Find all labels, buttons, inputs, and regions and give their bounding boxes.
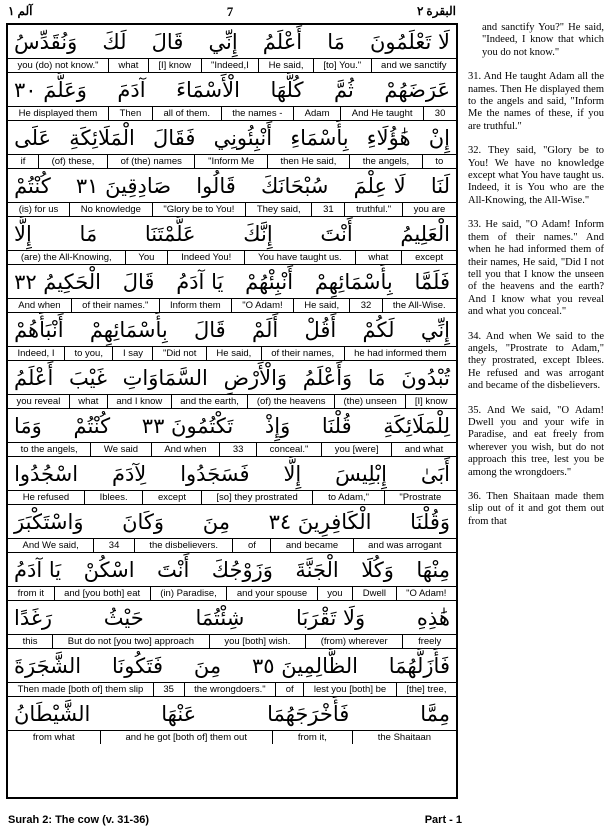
arabic-word: ثُمَّ [334, 77, 354, 102]
verse-line [8, 697, 456, 745]
arabic-text-row [8, 697, 456, 730]
arabic-word: كُنْتُمْ [73, 413, 111, 438]
arabic-word: أَنْبِئْهُمْ [245, 269, 294, 294]
arabic-word: فَقَالَ [153, 125, 196, 150]
translation-paragraph: 32. They said, "Glory be to You! We have no knowledge except what You have taught us. Indeed, it is You who are the All-Knowing, the All-Wise." [468, 145, 604, 206]
arabic-word: وَأَعْلَمُ [302, 365, 353, 390]
english-gloss: what [109, 59, 149, 72]
english-gloss: all of them. [153, 107, 222, 120]
arabic-word: الظَّالِمِينَ ٣٥ [251, 653, 358, 678]
arabic-word: مِنَ [202, 509, 230, 534]
english-gloss: to Adam," [313, 491, 384, 504]
arabic-word: الْأَسْمَاءَ [176, 77, 240, 102]
english-gloss: We said [91, 443, 151, 456]
english-gloss-row [8, 298, 456, 312]
arabic-word: السَّمَاوَاتِ [122, 365, 208, 390]
english-gloss: of [276, 683, 304, 696]
english-gloss: you reveal [8, 395, 70, 408]
english-gloss: 33 [220, 443, 257, 456]
english-gloss: you [both] wish. [210, 635, 306, 648]
verse-line [8, 553, 456, 601]
arabic-word: تَكْتُمُونَ ٣٣ [141, 413, 234, 438]
english-gloss: He said, [294, 299, 350, 312]
english-gloss: the All-Wise. [392, 300, 446, 311]
arabic-word: مِمَّا [420, 701, 450, 726]
english-gloss-row [8, 58, 456, 72]
english-gloss-row [8, 394, 456, 408]
english-gloss: He refused [8, 491, 85, 504]
arabic-word: أَعْلَمُ [262, 29, 303, 54]
english-gloss: He said, [207, 347, 262, 360]
english-gloss: and he got [both of] them out [101, 731, 273, 744]
english-gloss: of (the) names [108, 155, 195, 168]
english-gloss: And when [152, 443, 221, 456]
arabic-word: سُبْحَانَكَ [260, 173, 329, 198]
arabic-word: أَقُلْ [304, 317, 337, 342]
english-gloss: 31 [312, 203, 345, 216]
arabic-word: الْعَلِيمُ [400, 221, 450, 246]
english-gloss: [I] know [414, 396, 448, 407]
arabic-word: وَلَا تَقْرَبَا [296, 605, 366, 630]
translation-paragraph: 33. He said, "O Adam! Inform them of their names." And when he had informed them of their names, He said, "Did I not tell you that I know the unseen of the heavens and the earth? And I know what you reveal and what you conceal." [468, 219, 604, 318]
english-gloss: and your spouse [227, 587, 317, 600]
arabic-word: الْمَلَائِكَةِ [69, 125, 135, 150]
english-gloss: Iblees. [85, 491, 143, 504]
arabic-word: الْكَافِرِينَ ٣٤ [268, 509, 372, 534]
arabic-word: قَالَ [122, 269, 155, 294]
english-gloss: 35 [154, 683, 185, 696]
arabic-word: حَيْثُ [103, 605, 144, 630]
english-gloss: (in) Paradise, [151, 587, 228, 600]
english-gloss: "Glory be to You! [153, 203, 246, 216]
english-gloss: "Prostrate [399, 492, 442, 503]
english-gloss: "Indeed,I [202, 59, 260, 72]
english-gloss: (from) wherever [306, 635, 403, 648]
arabic-text-row [8, 73, 456, 106]
english-gloss: and was arrogant [368, 540, 442, 551]
verse-line [8, 25, 456, 73]
arabic-text-row [8, 25, 456, 58]
english-gloss: then He said, [268, 155, 350, 168]
arabic-word: وَإِذْ [264, 413, 291, 438]
translation-paragraph: and sanctify You?" He said, "Indeed, I know that which you do not know." [482, 22, 604, 58]
arabic-word: رَغَدًا [14, 605, 53, 630]
arabic-word: أَنْبَأَهُمْ [14, 317, 64, 342]
arabic-word: فَأَزَلَّهُمَا [388, 653, 450, 678]
english-gloss-row [8, 682, 456, 696]
arabic-word: الْحَكِيمُ ٣٢ [14, 269, 101, 294]
english-gloss: He displayed them [8, 107, 109, 120]
english-gloss: of their names." [72, 299, 160, 312]
english-gloss: from it [8, 587, 55, 600]
arabic-text-row [8, 169, 456, 202]
arabic-word: لِآدَمَ [111, 461, 147, 486]
english-gloss: "Did not [153, 347, 206, 360]
english-gloss-row [8, 634, 456, 648]
arabic-word: أَعْلَمُ [14, 365, 54, 390]
english-gloss: Dwell [353, 587, 396, 600]
arabic-word: يَا آدَمُ [14, 557, 62, 582]
english-gloss: and what [404, 444, 444, 455]
arabic-word: هَٰذِهِ [416, 605, 450, 630]
arabic-word: مَا [367, 365, 386, 390]
english-gloss: to [435, 156, 444, 167]
arabic-word: قَالَ [194, 317, 226, 342]
arabic-text-row [8, 121, 456, 154]
english-gloss: And He taught [341, 107, 424, 120]
verse-line [8, 265, 456, 313]
arabic-word: بِأَسْمَائِهِمْ [89, 317, 168, 342]
arabic-word: الشَّجَرَةَ [14, 653, 82, 678]
english-gloss: this [8, 635, 53, 648]
arabic-word: فَسَجَدُوا [180, 461, 250, 486]
arabic-word: وَكَانَ [122, 509, 165, 534]
arabic-word: إِلَّا [14, 221, 32, 246]
arabic-word: إِنَّكَ [243, 221, 273, 246]
english-gloss: freely [418, 636, 442, 647]
english-gloss: And We said, [8, 539, 94, 552]
english-gloss-row [8, 202, 456, 216]
english-gloss: (is) for us [8, 203, 70, 216]
arabic-word: أَنْتَ [320, 221, 353, 246]
arabic-word: إِبْلِيسَ [335, 461, 387, 486]
arabic-word: أَنْتَ [157, 557, 190, 582]
english-gloss: No knowledge [70, 203, 153, 216]
arabic-word: تُبْدُونَ [401, 365, 450, 390]
english-gloss: truthful." [345, 203, 403, 216]
arabic-word: فَتَكُونَا [111, 653, 164, 678]
arabic-text-row [8, 649, 456, 682]
english-gloss: 34 [94, 539, 135, 552]
english-gloss: "O Adam! [406, 588, 447, 599]
verse-line [8, 649, 456, 697]
translation-paragraph: 31. And He taught Adam all the names. Then He displayed them to the angels and said, "Inform Me the names of these, if you are truthful." [468, 71, 604, 132]
english-gloss: [I] know [149, 59, 202, 72]
arabic-word: كُنْتُمْ [14, 173, 51, 198]
arabic-word: أَنْبِئُونِي [213, 125, 273, 150]
english-gloss: But do not [you two] approach [53, 635, 210, 648]
english-gloss-row [8, 250, 456, 264]
english-gloss: (are) the All-Knowing, [8, 251, 126, 264]
english-gloss: and [you both] eat [55, 587, 151, 600]
english-gloss-row [8, 586, 456, 600]
arabic-text-row [8, 505, 456, 538]
arabic-word: اسْجُدُوا [14, 461, 79, 486]
english-gloss: to the angels, [8, 443, 91, 456]
english-gloss: what [356, 251, 403, 264]
english-gloss: Indeed You! [168, 251, 245, 264]
arabic-word: عَرَضَهُمْ [384, 77, 450, 102]
arabic-word: صَادِقِينَ ٣١ [75, 173, 172, 198]
arabic-word: كُلَّهَا [270, 77, 304, 102]
english-gloss: the angels, [350, 155, 423, 168]
english-gloss-row [8, 106, 456, 120]
arabic-word: قَالَ [151, 29, 184, 54]
english-gloss: [the] tree, [406, 684, 447, 695]
english-gloss-row [8, 346, 456, 360]
arabic-word: آدَمَ [117, 77, 146, 102]
footer-part: Part - 1 [424, 814, 462, 826]
arabic-word: الْجَنَّةَ [295, 557, 339, 582]
english-gloss-row [8, 538, 456, 552]
arabic-text-row [8, 601, 456, 634]
arabic-word: لِلْمَلَائِكَةِ [383, 413, 450, 438]
footer-surah: Surah 2: The cow (v. 31-36) [8, 814, 150, 826]
english-gloss: Inform them [160, 299, 232, 312]
arabic-word: وَقُلْنَا [410, 509, 450, 534]
english-gloss: [so] they prostrated [202, 491, 314, 504]
juz-title: آلم ١ [8, 4, 33, 18]
arabic-word: أَلَمْ [251, 317, 279, 342]
arabic-word: عَنْهَا [161, 701, 197, 726]
english-gloss: and we sanctify [381, 60, 447, 71]
arabic-word: الشَّيْطَانُ [14, 701, 91, 726]
english-gloss: He said, [259, 59, 314, 72]
english-gloss: what [70, 395, 108, 408]
english-gloss: Then [109, 107, 153, 120]
english-gloss: (the) unseen [335, 395, 406, 408]
arabic-word: وَنُقَدِّسُ [14, 29, 78, 54]
english-gloss: to you, [65, 347, 114, 360]
english-gloss: And when [8, 299, 72, 312]
arabic-word: فَأَخْرَجَهُمَا [267, 701, 350, 726]
arabic-word: وَالْأَرْضِ [223, 365, 288, 390]
verse-line [8, 121, 456, 169]
arabic-word: لَكُمْ [362, 317, 395, 342]
arabic-word: لَنَا [430, 173, 450, 198]
english-gloss: You have taught us. [245, 251, 355, 264]
english-gloss: and became [271, 539, 353, 552]
english-gloss: I say [113, 347, 153, 360]
english-gloss: and I know [108, 395, 172, 408]
english-gloss-row [8, 730, 456, 744]
arabic-word: لَا تَعْلَمُونَ [370, 29, 450, 54]
english-gloss: the names - [222, 107, 294, 120]
translation-paragraph: 36. Then Shaitaan made them slip out of it and got them out from that [468, 491, 604, 527]
english-gloss: [to] You." [314, 59, 372, 72]
english-gloss: lest you [both] be [304, 683, 397, 696]
verse-line [8, 505, 456, 553]
arabic-word: شِئْتُمَا [195, 605, 245, 630]
english-gloss: you are [413, 204, 446, 215]
english-gloss: you [318, 587, 353, 600]
english-gloss: "Inform Me [195, 155, 267, 168]
arabic-word: لَكَ [102, 29, 127, 54]
english-gloss: They said, [246, 203, 312, 216]
english-gloss: from it, [273, 731, 353, 744]
arabic-word: وَكُلَا [361, 557, 394, 582]
english-gloss: (of) these, [39, 155, 108, 168]
arabic-word: إِنْ [428, 125, 450, 150]
english-gloss-row [8, 154, 456, 168]
arabic-word: بِأَسْمَائِهِمْ [314, 269, 393, 294]
verse-line [8, 169, 456, 217]
arabic-word: إِلَّا [283, 461, 302, 486]
arabic-word: إِنِّي [420, 317, 450, 342]
arabic-word: وَاسْتَكْبَرَ [14, 509, 84, 534]
arabic-word: وَزَوْجُكَ [211, 557, 273, 582]
verse-line [8, 217, 456, 265]
english-gloss: of their names, [262, 347, 345, 360]
arabic-word: فَلَمَّا [414, 269, 450, 294]
english-gloss: from what [8, 731, 101, 744]
arabic-word: غَيْبَ [68, 365, 107, 390]
verse-line [8, 409, 456, 457]
english-gloss: Indeed, I [8, 347, 65, 360]
translation-column [468, 22, 604, 540]
translation-paragraph: 35. And We said, "O Adam! Dwell you and your wife in Paradise, and eat freely from wherever you wish, but do not approach this tree, lest you be among the wrongdoers." [468, 404, 604, 478]
arabic-word: أَبَىٰ [420, 461, 450, 486]
verse-line [8, 361, 456, 409]
arabic-word: مِنَ [193, 653, 222, 678]
english-gloss: you [were] [322, 443, 392, 456]
english-gloss: and the earth, [172, 395, 249, 408]
english-gloss: you (do) not know." [8, 59, 109, 72]
english-gloss: 30 [434, 108, 446, 119]
english-gloss: "O Adam! [232, 299, 294, 312]
surah-title: البقرة ٢ [416, 4, 456, 18]
arabic-word: عَلَى [14, 125, 52, 150]
translation-paragraph: 34. And when We said to the angels, "Prostrate to Adam," they prostrated, except Iblees. He refused and was arrogant and became of the disbelievers. [468, 330, 604, 392]
english-gloss: he had informed them [354, 348, 447, 359]
word-by-word-grid [6, 23, 458, 799]
arabic-text-row [8, 409, 456, 442]
arabic-text-row [8, 553, 456, 586]
english-gloss: the wrongdoers." [185, 683, 277, 696]
english-gloss: Then made [both of] them slip [8, 683, 154, 696]
arabic-word: عَلَّمْتَنَا [144, 221, 196, 246]
arabic-word: قَالُوا [196, 173, 236, 198]
english-gloss: (of) the heavens [248, 395, 335, 408]
arabic-word: إِنِّي [208, 29, 238, 54]
english-gloss-row [8, 442, 456, 456]
arabic-word: وَعَلَّمَ ٣٠ [14, 77, 87, 102]
english-gloss: if [8, 155, 39, 168]
arabic-text-row [8, 313, 456, 346]
english-gloss: the disbelievers. [135, 539, 234, 552]
english-gloss: of [233, 539, 271, 552]
arabic-text-row [8, 265, 456, 298]
english-gloss: except [143, 491, 201, 504]
english-gloss: except [415, 252, 444, 263]
arabic-word: اسْكُنْ [83, 557, 135, 582]
verse-line [8, 73, 456, 121]
english-gloss: Adam [294, 107, 341, 120]
english-gloss-row [8, 490, 456, 504]
arabic-word: لَا عِلْمَ [353, 173, 406, 198]
arabic-word: هَٰؤُلَاءِ [366, 125, 411, 150]
page-number: 7 [226, 4, 234, 19]
arabic-word: بِأَسْمَاءِ [290, 125, 349, 150]
arabic-word: قُلْنَا [321, 413, 352, 438]
arabic-word: مَا [79, 221, 98, 246]
arabic-word: مَا [327, 29, 345, 54]
verse-line [8, 313, 456, 361]
arabic-word: وَمَا [14, 413, 42, 438]
arabic-text-row [8, 217, 456, 250]
arabic-word: مِنْهَا [416, 557, 450, 582]
english-gloss: the Shaitaan [377, 732, 432, 743]
english-gloss: 32 [350, 299, 382, 312]
arabic-text-row [8, 361, 456, 394]
arabic-text-row [8, 457, 456, 490]
verse-line [8, 457, 456, 505]
verse-line [8, 601, 456, 649]
english-gloss: conceal." [257, 443, 322, 456]
arabic-word: يَا آدَمُ [176, 269, 224, 294]
english-gloss: You [126, 251, 169, 264]
